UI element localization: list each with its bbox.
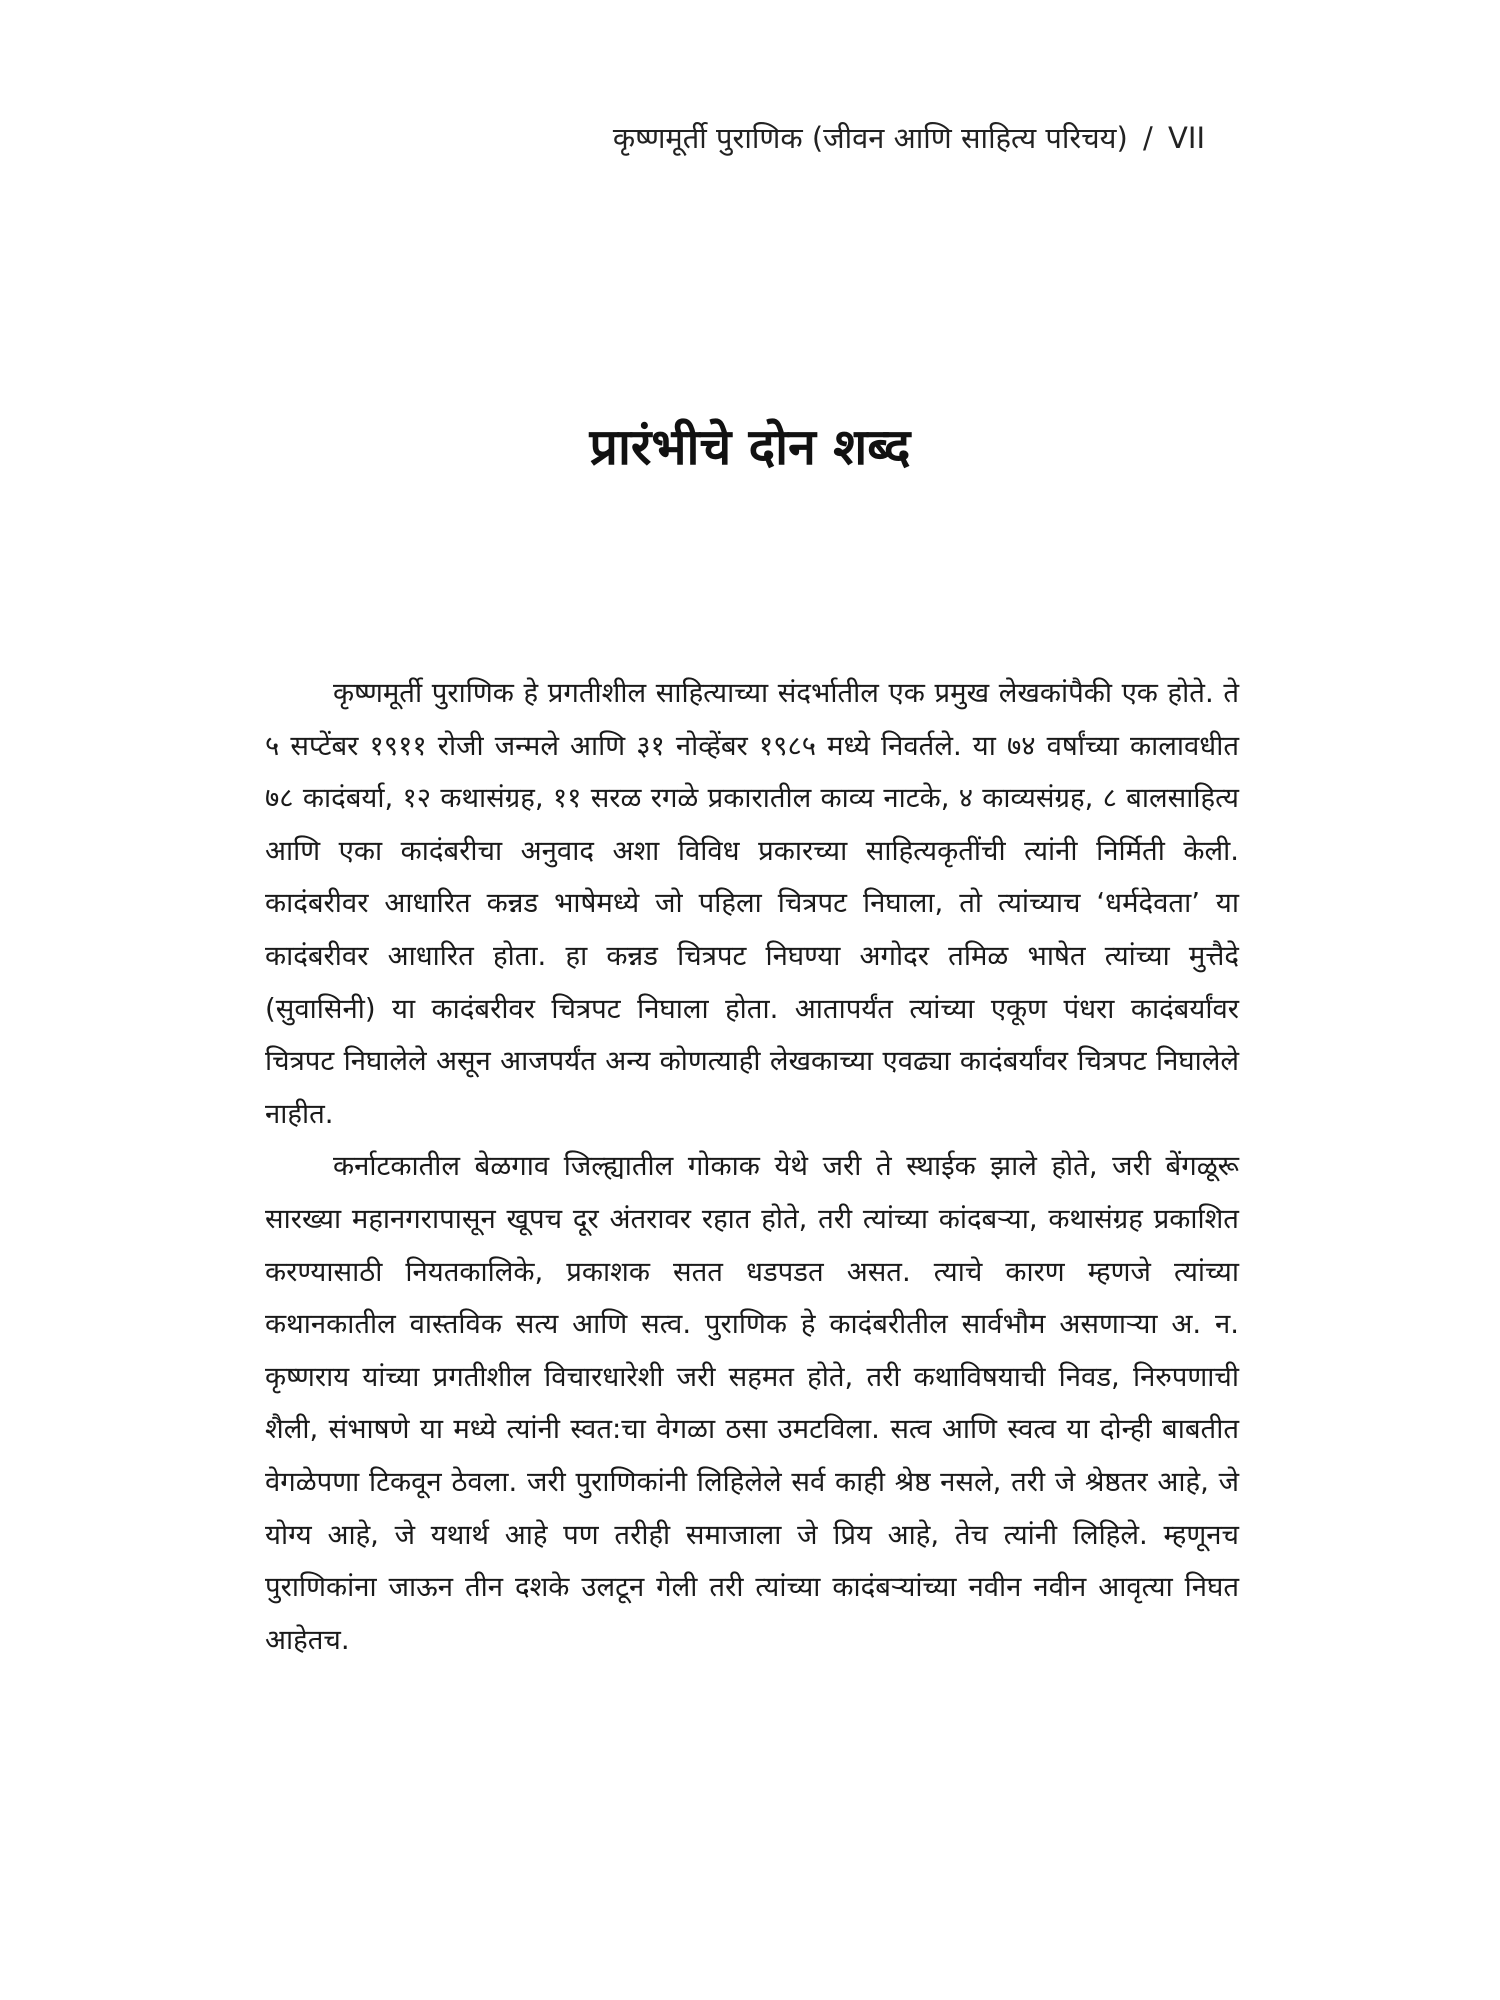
running-header [613, 118, 1205, 158]
page-title: प्रारंभीचे दोन शब्द [589, 417, 911, 476]
body-text [265, 667, 1239, 1666]
paragraph: कृष्णमूर्ती पुराणिक हे प्रगतीशील साहित्याच्या संदर्भातील एक प्रमुख लेखकांपैकी एक होते. ते ५ सप्टेंबर १९११ रोजी जन्मले आणि ३१ नोव्हेंबर १९८५ मध्ये निवर्तले. या ७४ वर्षांच्या कालावधीत ७८ कादंबर्या, १२ कथासंग्रह, ११ सरळ रगळे प्रकारातील काव्य नाटके, ४ काव्यसंग्रह, ८ बालसाहित्य आणि एका कादंबरीचा अनुवाद अशा विविध प्रकारच्या साहित्यकृतींची त्यांनी निर्मिती केली. कादंबरीवर आधारित कन्नड भाषेमध्ये जो पहिला चित्रपट निघाला, तो त्यांच्याच ‘धर्मदेवता’ या कादंबरीवर आधारित होता. हा कन्नड चित्रपट निघण्या अगोदर तमिळ भाषेत त्यांच्या मुत्तैदे (सुवासिनी) या कादंबरीवर चित्रपट निघाला होता. आतापर्यंत त्यांच्या एकूण पंधरा कादंबर्यांवर चित्रपट निघालेले असून आजपर्यंत अन्य कोणत्याही लेखकाच्या एवढ्या कादंबर्यांवर चित्रपट निघालेले नाहीत. [265, 677, 1239, 1130]
paragraph: कर्नाटकातील बेळगाव जिल्ह्यातील गोकाक येथे जरी ते स्थाईक झाले होते, जरी बेंगळूरू सारख्या महानगरापासून खूपच दूर अंतरावर रहात होते, तरी त्यांच्या कांदबऱ्या, कथासंग्रह प्रकाशित करण्यासाठी नियतकालिके, प्रकाशक सतत धडपडत असत. त्याचे कारण म्हणजे त्यांच्या कथानकातील वास्तविक सत्य आणि सत्व. पुराणिक हे कादंबरीतील सार्वभौम असणाऱ्या अ. न. कृष्णराय यांच्या प्रगतीशील विचारधारेशी जरी सहमत होते, तरी कथाविषयाची निवड, निरुपणाची शैली, संभाषणे या मध्ये त्यांनी स्वत:चा वेगळा ठसा उमटविला. सत्व आणि स्वत्व या दोन्ही बाबतीत वेगळेपणा टिकवून ठेवला. जरी पुराणिकांनी लिहिलेले सर्व काही श्रेष्ठ नसले, तरी जे श्रेष्ठतर आहे, जे योग्य आहे, जे यथार्थ आहे पण तरीही समाजाला जे प्रिय आहे, तेच त्यांनी लिहिले. म्हणूनच पुराणिकांना जाऊन तीन दशके उलटून गेली तरी त्यांच्या कादंबऱ्यांच्या नवीन नवीन आवृत्या निघत आहेतच. [265, 1150, 1239, 1656]
page-number: VII [1168, 121, 1205, 155]
running-title: कृष्णमूर्ती पुराणिक (जीवन आणि साहित्य परिचय) [612, 121, 1128, 155]
header-separator: / [1143, 121, 1153, 155]
